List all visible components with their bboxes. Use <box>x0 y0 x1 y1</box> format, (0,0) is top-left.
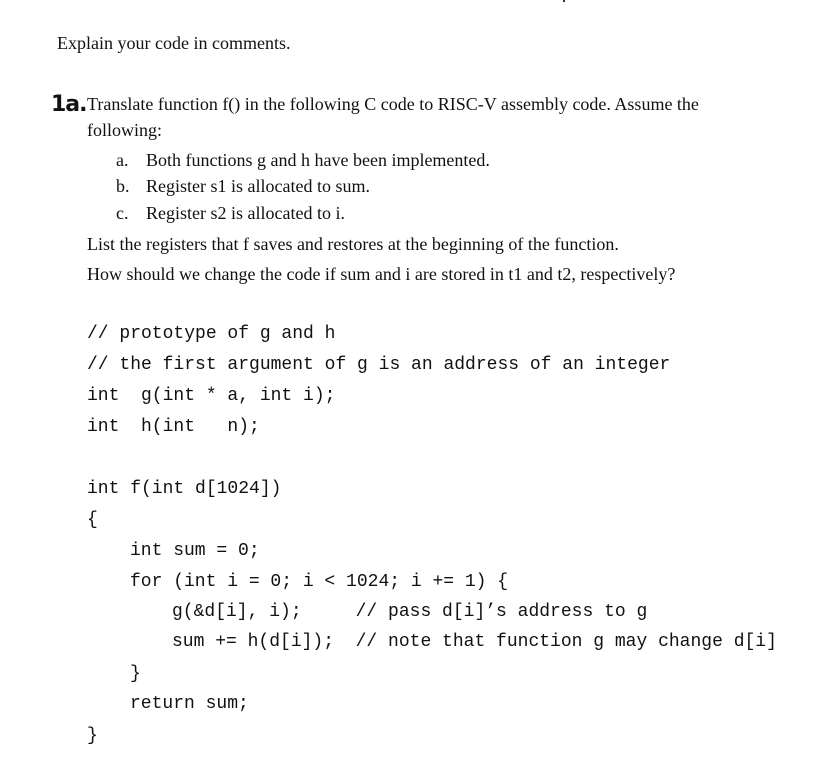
intro-text: Explain your code in comments. <box>57 33 291 53</box>
code-line-func-sig: int f(int d[1024]) <box>87 479 282 499</box>
code-line-close-brace: } <box>87 726 98 746</box>
code-line-loop-close: } <box>130 664 141 684</box>
code-line-comment-1: // prototype of g and h <box>87 324 336 344</box>
problem-number: 1a. <box>51 92 87 117</box>
assumption-c-label: c. <box>116 203 129 223</box>
code-line-proto-g: int g(int * a, int i); <box>87 386 336 406</box>
problem-line-2: following: <box>87 120 162 140</box>
assumption-a-text: Both functions g and h have been implemented. <box>146 150 490 170</box>
assumption-b-text: Register s1 is allocated to sum. <box>146 176 370 196</box>
code-line-comment-2: // the first argument of g is an address of an integer <box>87 355 671 375</box>
scan-mark <box>563 0 565 2</box>
question-temporaries: How should we change the code if sum and i are stored in t1 and t2, respectively? <box>87 264 676 284</box>
code-line-call-g: g(&d[i], i); // pass d[i]’s address to g <box>172 602 648 622</box>
code-line-return: return sum; <box>130 694 249 714</box>
assumption-b-label: b. <box>116 176 130 196</box>
code-line-call-h: sum += h(d[i]); // note that function g may change d[i] <box>172 632 777 652</box>
problem-line-1: Translate function f() in the following C code to RISC-V assembly code. Assume the <box>87 94 699 114</box>
assumption-c-text: Register s2 is allocated to i. <box>146 203 345 223</box>
code-line-open-brace: { <box>87 510 98 530</box>
assumption-a-label: a. <box>116 150 129 170</box>
code-line-for-loop: for (int i = 0; i < 1024; i += 1) { <box>130 572 509 592</box>
question-registers: List the registers that f saves and restores at the beginning of the function. <box>87 234 619 254</box>
code-line-sum-init: int sum = 0; <box>130 541 260 561</box>
code-line-proto-h: int h(int n); <box>87 417 260 437</box>
